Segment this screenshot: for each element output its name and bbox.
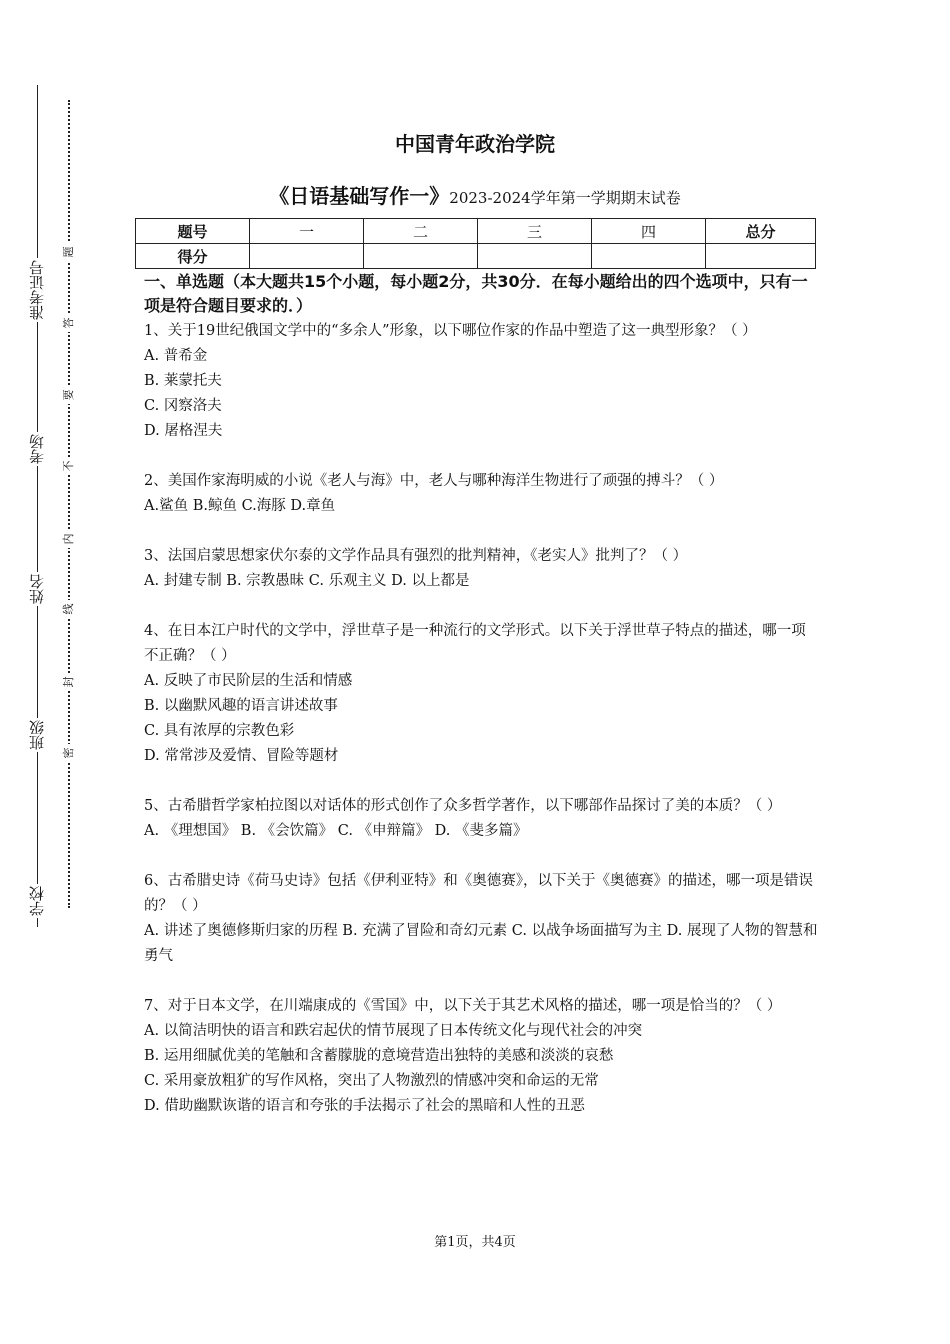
score-header-cell: 题号 [136, 219, 250, 244]
seal-char-xian: 线 [60, 600, 78, 618]
question-4 [144, 619, 819, 769]
question-option: A. 讲述了奥德修斯归家的历程 B. 充满了冒险和奇幻元素 C. 以战争场面描写为主 D. 展现了人物的智慧和勇气 [144, 923, 818, 964]
question-stem: 6、古希腊史诗《荷马史诗》包括《伊利亚特》和《奥德赛》，以下关于《奥德赛》的描述，哪一项是错误的？（ ） [144, 873, 813, 914]
score-cell[interactable] [592, 244, 706, 269]
question-5 [144, 794, 819, 844]
score-header-cell: 一 [250, 219, 364, 244]
question-option: B. 以幽默风趣的语言讲述故事 [144, 698, 338, 714]
term-text: 2023-2024学年第一学期期末试卷 [449, 189, 681, 207]
score-cell[interactable] [706, 244, 816, 269]
question-stem: 3、法国启蒙思想家伏尔泰的文学作品具有强烈的批判精神，《老实人》批判了？（ ） [144, 548, 688, 564]
question-2 [144, 469, 819, 519]
score-header-cell: 四 [592, 219, 706, 244]
question-option: C. 采用豪放粗犷的写作风格，突出了人物激烈的情感冲突和命运的无常 [144, 1073, 599, 1089]
question-1 [144, 319, 819, 444]
side-label-school: 学校 [22, 884, 52, 918]
question-stem: 7、对于日本文学，在川端康成的《雪国》中，以下关于其艺术风格的描述，哪一项是恰当的？（ ） [144, 998, 782, 1014]
score-row-label: 得分 [136, 244, 250, 269]
school-title: 中国青年政治学院 [395, 132, 555, 156]
question-stem: 2、美国作家海明威的小说《老人与海》中，老人与哪种海洋生物进行了顽强的搏斗？（ ） [144, 473, 724, 489]
question-stem: 5、古希腊哲学家柏拉图以对话体的形式创作了众多哲学著作，以下哪部作品探讨了美的本质？（ ） [144, 798, 782, 814]
question-option: A. 反映了市民阶层的生活和情感 [144, 673, 353, 689]
seal-char-yao: 要 [60, 386, 78, 404]
question-option: A. 封建专制 B. 宗教愚昧 C. 乐观主义 D. 以上都是 [144, 573, 470, 589]
score-table-score-row [136, 244, 816, 269]
score-cell[interactable] [478, 244, 592, 269]
score-cell[interactable] [250, 244, 364, 269]
question-option: D. 屠格涅夫 [144, 423, 223, 439]
score-header-cell: 三 [478, 219, 592, 244]
question-stem: 4、在日本江户时代的文学中，浮世草子是一种流行的文学形式。以下关于浮世草子特点的描述，哪一项不正确？（ ） [144, 623, 806, 664]
exam-subtitle [0, 180, 950, 209]
side-label-name: 姓名 [22, 572, 52, 606]
question-option: D. 常常涉及爱情、冒险等题材 [144, 748, 339, 764]
score-table [135, 218, 816, 269]
score-header-cell: 二 [364, 219, 478, 244]
seal-char-feng: 封 [60, 673, 78, 691]
seal-char-mi: 密 [60, 744, 78, 762]
binding-solid-line [37, 85, 38, 927]
section-heading: 一、单选题（本大题共15个小题，每小题2分，共30分．在每小题给出的四个选项中，只有一项是符合题目要求的．） [144, 272, 808, 315]
side-label-exam-number: 准考证号 [22, 258, 52, 322]
page-number: 第1页，共4页 [434, 1235, 516, 1250]
score-header-cell: 总分 [706, 219, 816, 244]
question-option: A. 普希金 [144, 348, 208, 364]
question-option: D. 借助幽默诙谐的语言和夸张的手法揭示了社会的黑暗和人性的丑恶 [144, 1098, 585, 1114]
seal-char-bu: 不 [60, 457, 78, 475]
score-table-header-row [136, 219, 816, 244]
question-7 [144, 994, 819, 1119]
question-option: A. 以简洁明快的语言和跌宕起伏的情节展现了日本传统文化与现代社会的冲突 [144, 1023, 643, 1039]
question-stem: 1、关于19世纪俄国文学中的“多余人”形象，以下哪位作家的作品中塑造了这一典型形象？（ ） [144, 323, 757, 339]
binding-dotted-line [68, 100, 70, 908]
course-name: 《日语基础写作一》 [269, 184, 450, 208]
side-label-class: 班级 [22, 718, 52, 752]
question-option: C. 具有浓厚的宗教色彩 [144, 723, 295, 739]
question-6 [144, 869, 819, 969]
question-option: B. 运用细腻优美的笔触和含蓄朦胧的意境营造出独特的美感和淡淡的哀愁 [144, 1048, 614, 1064]
question-option: A.鲨鱼 B.鲸鱼 C.海豚 D.章鱼 [144, 498, 336, 514]
score-cell[interactable] [364, 244, 478, 269]
seal-char-ti: 题 [60, 243, 78, 261]
question-option: A. 《理想国》 B. 《会饮篇》 C. 《申辩篇》 D. 《斐多篇》 [144, 823, 528, 839]
question-option: C. 冈察洛夫 [144, 398, 222, 414]
side-label-exam-room: 考场 [22, 432, 52, 466]
seal-char-nei: 内 [60, 530, 78, 548]
questions-section [144, 270, 819, 1144]
question-3 [144, 544, 819, 594]
question-option: B. 莱蒙托夫 [144, 373, 222, 389]
seal-char-da: 答 [60, 314, 78, 332]
